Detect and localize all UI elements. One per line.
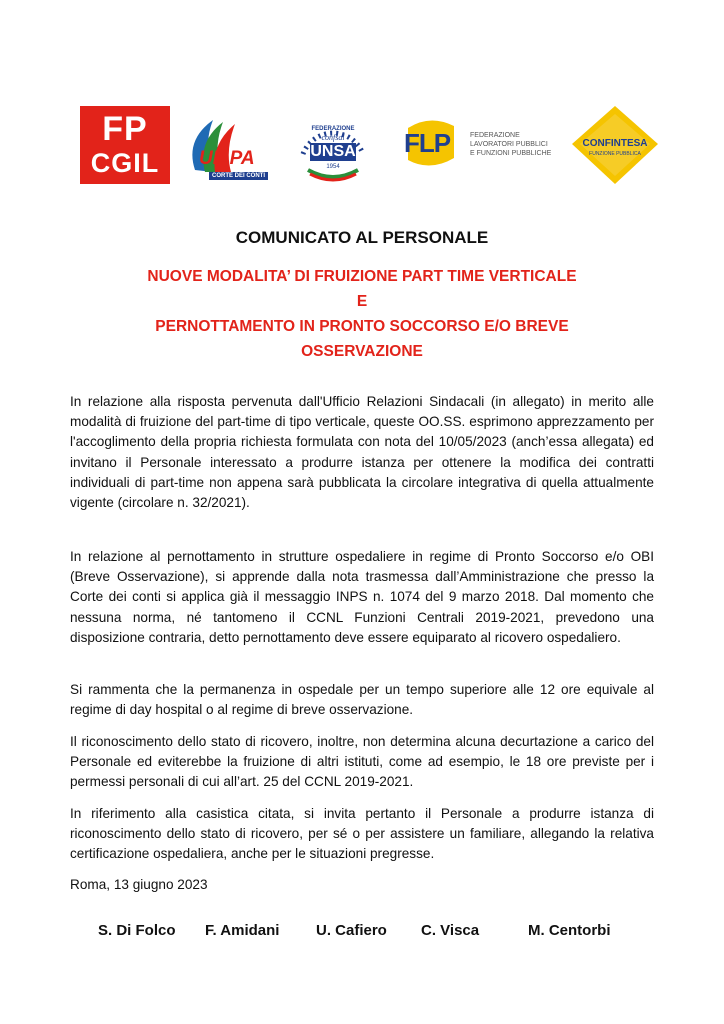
place-date: Roma, 13 giugno 2023: [70, 877, 208, 892]
logo-strip: [80, 104, 660, 186]
signature-name: C. Visca: [421, 922, 480, 939]
signature-name: M. Centorbi: [528, 922, 611, 939]
flp-line3: E FUNZIONI PUBBLICHE: [470, 150, 552, 157]
confintesa-name: CONFINTESA: [582, 138, 648, 149]
fp-cgil-line1: FP: [102, 110, 148, 148]
subtitle-line-4: OSSERVAZIONE: [301, 343, 423, 360]
paragraph: Si rammenta che la permanenza in ospedale per un tempo superiore alle 12 ore equivale al regime di day hospital o al regime di breve osservazione.: [70, 682, 654, 718]
uilpa-logo: [183, 110, 271, 186]
unsa-name: UNSA: [310, 143, 356, 160]
uilpa-sub: CORTE DEI CONTI: [209, 172, 268, 180]
uilpa-name: UILPA: [199, 148, 255, 169]
fp-cgil-logo: [80, 106, 170, 184]
paragraph: In relazione al pernottamento in strutture ospedaliere in regime di Pronto Soccorso e/o OBI (Breve Osservazione), si apprende dalla nota trasmessa dall’Amministrazione che presso la Corte dei conti si applica già il messaggio INPS n. 1074 del 9 marzo 2018. Dal momento che nessuna norma, né tantomeno il CCNL Funzioni Centrali 2019-2021, prevedono una disposizione contraria, detto pernottamento deve essere equiparato al ricovero ospedaliero.: [70, 549, 654, 645]
flp-line1: FEDERAZIONE: [470, 132, 520, 139]
signature-name: F. Amidani: [205, 922, 280, 939]
subtitle-line-3: PERNOTTAMENTO IN PRONTO SOCCORSO E/O BREVE: [155, 318, 569, 335]
signature-name: S. Di Folco: [98, 922, 176, 939]
paragraph: In relazione alla risposta pervenuta dall'Ufficio Relazioni Sindacali (in allegato) in merito alle modalità di fruizione del part-time di tipo verticale, queste OO.SS. esprimono apprezzamento per l'accoglimento della propria richiesta formulata con nota del 10/05/2023 (anch’essa allegata) ed invitano il Personale interessato a produrre istanza per ottenere la modifica dei contratti individuali di part-time non appena sarà pubblicata la circolare integrativa di quella attualmente vigente (circolare n. 32/2021).: [70, 394, 654, 511]
paragraph: In riferimento alla casistica citata, si invita pertanto il Personale a produrre istanza di riconoscimento dello stato di ricovero, per sé o per assistere un familiare, allegando la relativa certificazione ospedaliera, anche per le situazioni pregresse.: [70, 806, 654, 862]
signature-name: U. Cafiero: [316, 922, 387, 939]
paragraph: Il riconoscimento dello stato di ricovero, inoltre, non determina alcuna decurtazione a carico del Personale ed eviterebbe la fruizione di altri istituti, come ad esempio, le 18 ore previste per i permessi personali di cui all’art. 25 del CCNL 2019-2021.: [70, 734, 654, 790]
unsa-year: 1954: [326, 164, 340, 170]
subtitle-line-1: NUOVE MODALITA’ DI FRUIZIONE PART TIME VERTICALE: [147, 268, 577, 285]
flp-name: FLP: [404, 128, 451, 158]
confintesa-sub: FUNZIONE PUBBLICA: [589, 151, 641, 157]
page-title: COMUNICATO AL PERSONALE: [235, 228, 489, 247]
unsa-mid: confsal: [321, 133, 345, 142]
flp-logo: [400, 108, 560, 182]
unsa-logo: [288, 104, 378, 186]
subtitle-line-2: E: [356, 293, 368, 310]
unsa-top: FEDERAZIONE: [311, 126, 355, 132]
flp-line2: LAVORATORI PUBBLICI: [470, 141, 548, 148]
fp-cgil-line2: CGIL: [90, 148, 160, 178]
confintesa-logo: [570, 104, 660, 186]
